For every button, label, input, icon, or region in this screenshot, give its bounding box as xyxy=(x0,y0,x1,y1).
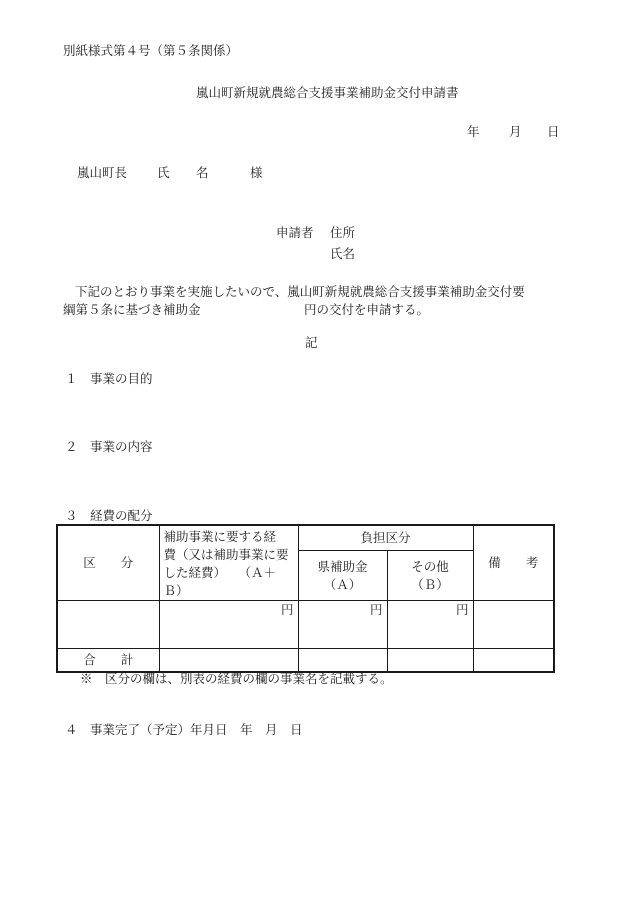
total-cost-cell[interactable] xyxy=(159,649,298,672)
body-line-2-start: 綱第５条に基づき補助金 xyxy=(63,302,201,317)
form-number: 別紙様式第４号（第５条関係） xyxy=(63,43,239,58)
cost-header-line-4: Ｂ） xyxy=(163,583,189,598)
section-4-completion-date: ４ 事業完了（予定）年月日 年 月 日 xyxy=(65,722,303,737)
document-title: 嵐山町新規就農総合支援事業補助金交付申請書 xyxy=(196,85,459,100)
other-header xyxy=(387,551,473,601)
date-month-label: 月 xyxy=(509,124,522,139)
ki-heading: 記 xyxy=(305,335,318,350)
addressee-mei: 名 xyxy=(196,165,209,180)
total-label: 合 計 xyxy=(57,649,159,672)
date-day-label: 日 xyxy=(547,124,560,139)
yen-unit: 円 xyxy=(456,602,469,617)
other-mark: （Ｂ） xyxy=(411,576,449,592)
cost-header-line-1: 補助事業に要する経 xyxy=(163,529,277,544)
cost-header xyxy=(159,525,298,601)
cost-allocation-table xyxy=(56,524,555,673)
ken-subsidy-label: 県補助金 xyxy=(317,558,368,574)
total-biko-cell[interactable] xyxy=(473,649,554,672)
section-1-purpose: １ 事業の目的 xyxy=(65,371,153,386)
addressee-shi: 氏 xyxy=(157,165,170,180)
yen-unit: 円 xyxy=(369,602,383,617)
applicant-address-label: 住所 xyxy=(330,225,356,240)
section-2-content: ２ 事業の内容 xyxy=(65,439,153,454)
applicant-label: 申請者 xyxy=(276,225,314,240)
applicant-name-label: 氏名 xyxy=(330,246,356,261)
date-year-label: 年 xyxy=(467,124,480,139)
body-line-2-end: 円の交付を申請する。 xyxy=(304,302,430,317)
biko-header: 備 考 xyxy=(473,525,554,601)
table-note: ※ 区分の欄は、別表の経費の欄の事業名を記載する。 xyxy=(80,671,393,686)
other-cell[interactable] xyxy=(387,601,473,649)
addressee-mayor: 嵐山町長 xyxy=(77,165,128,180)
kubun-header: 区 分 xyxy=(57,525,159,601)
total-other-cell[interactable] xyxy=(387,649,473,672)
yen-unit: 円 xyxy=(280,602,294,617)
section-3-cost: ３ 経費の配分 xyxy=(65,508,153,523)
cost-cell[interactable] xyxy=(159,601,298,649)
ken-subsidy-mark: （Ａ） xyxy=(323,576,362,592)
cost-header-line-3: した経費） （Ａ＋ xyxy=(163,565,277,580)
cost-header-line-2: 費（又は補助事業に要 xyxy=(163,547,289,562)
other-label: その他 xyxy=(411,558,449,574)
ken-subsidy-cell[interactable] xyxy=(298,601,387,649)
biko-cell[interactable] xyxy=(473,601,554,649)
kubun-cell[interactable] xyxy=(57,601,159,649)
body-line-1: 下記のとおり事業を実施したいので、嵐山町新規就農総合支援事業補助金交付要 xyxy=(75,284,525,299)
ken-subsidy-header xyxy=(298,551,387,601)
futan-header: 負担区分 xyxy=(298,525,473,551)
addressee-sama: 様 xyxy=(250,165,263,180)
total-ken-cell[interactable] xyxy=(298,649,387,672)
